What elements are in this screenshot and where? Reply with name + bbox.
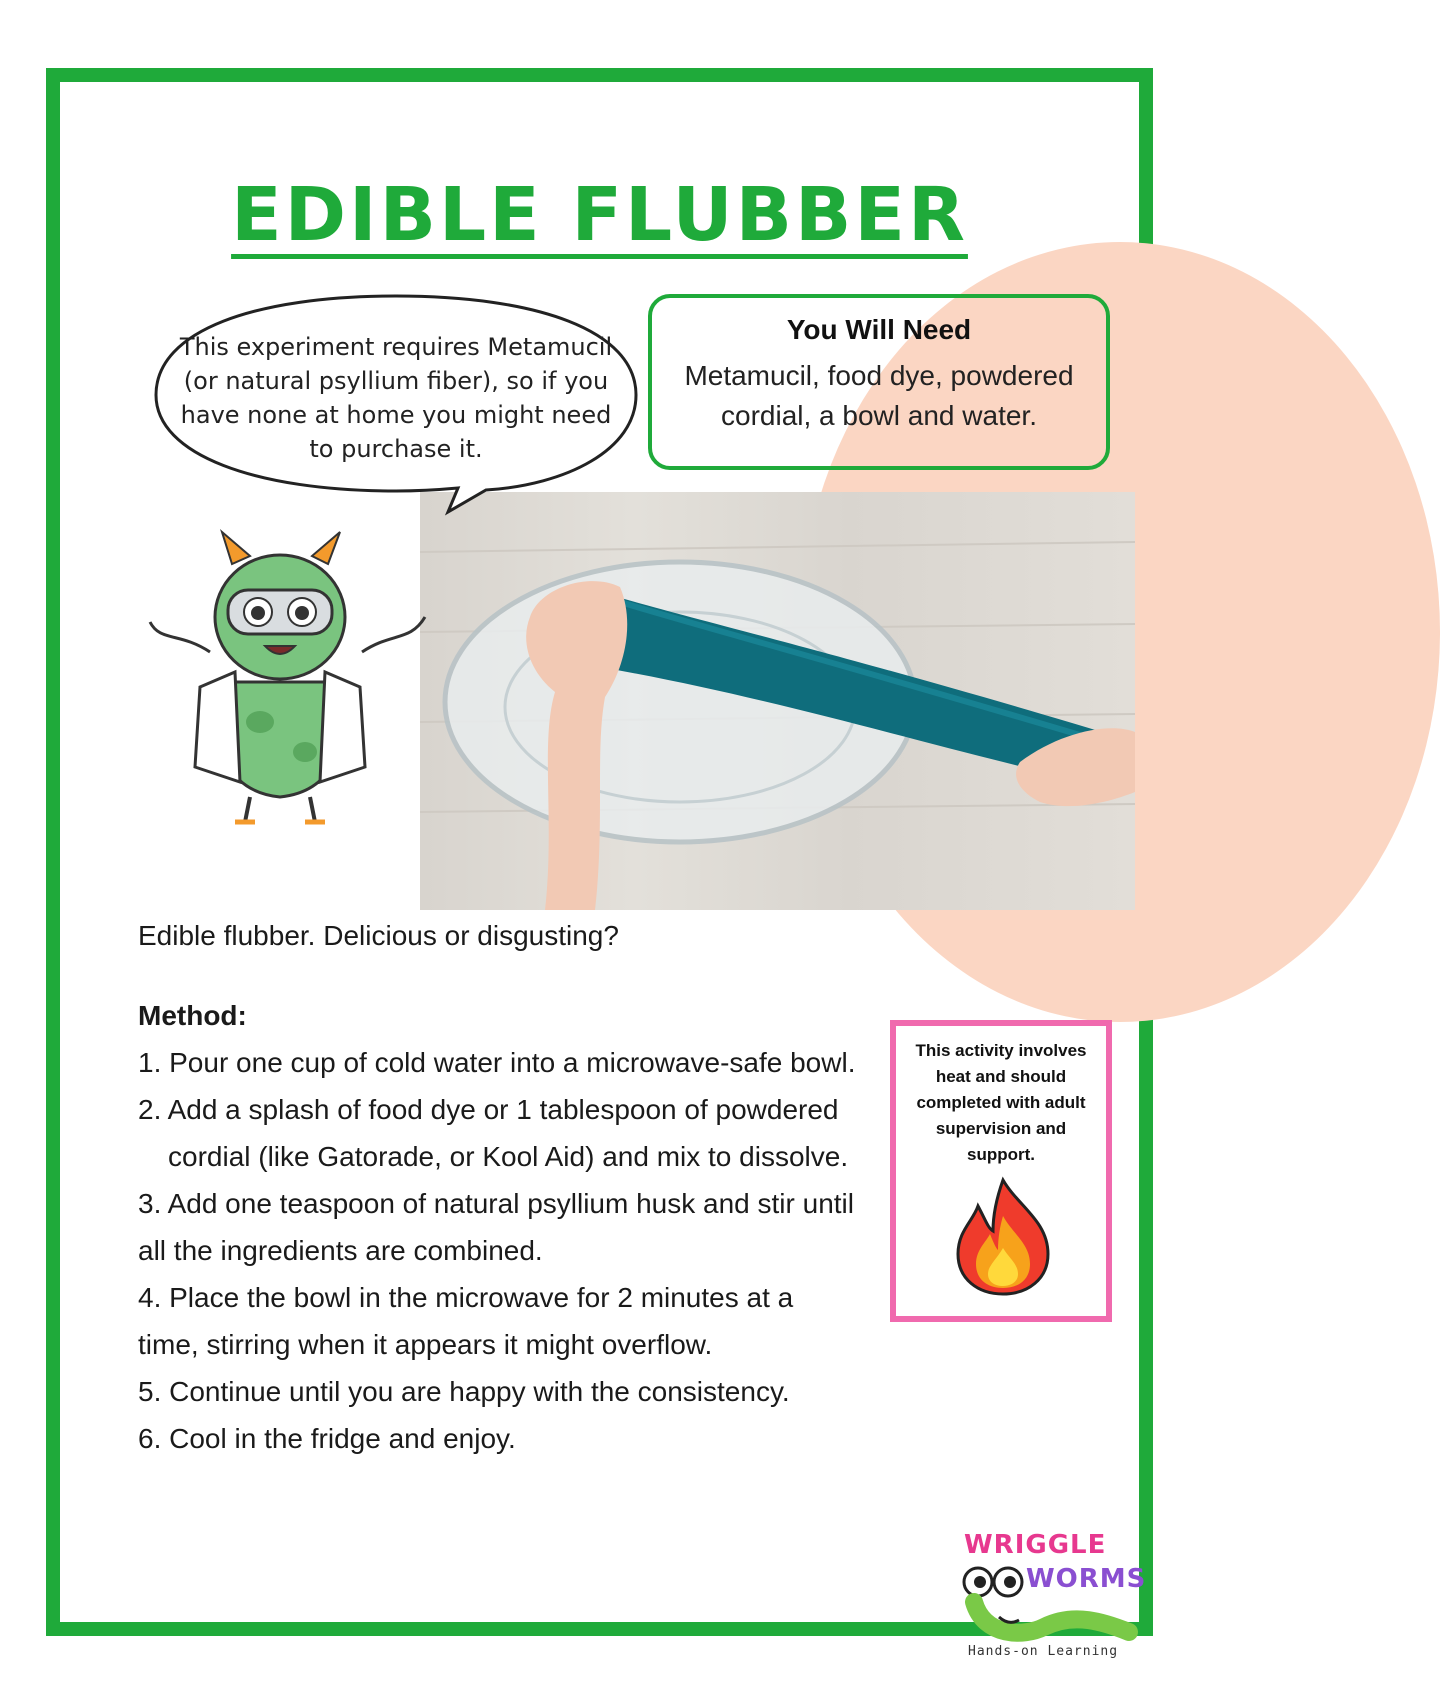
you-will-need-items: Metamucil, food dye, powdered cordial, a bowl and water.: [684, 360, 1074, 431]
safety-warning-box: [890, 1020, 1112, 1322]
method-step: 5. Continue until you are happy with the consistency.: [138, 1376, 790, 1407]
logo-line2: WORMS: [1026, 1564, 1147, 1594]
speech-bubble-text: This experiment requires Metamucil (or natural psyllium fiber), so if you have none at home you might need to purchase it.: [179, 333, 613, 463]
method-section: [138, 992, 858, 1462]
method-step: 4. Place the bowl in the microwave for 2 minutes at a time, stirring when it appears it might overflow.: [138, 1282, 794, 1360]
method-step: 2. Add a splash of food dye or 1 tablespoon of powdered cordial (like Gatorade, or Kool Aid) and mix to dissolve.: [138, 1094, 849, 1172]
method-step: 6. Cool in the fridge and enjoy.: [138, 1423, 516, 1454]
flubber-photo: [420, 492, 1135, 910]
flubber-photo-illustration: [420, 492, 1135, 910]
monster-icon: [140, 522, 440, 842]
method-heading: Method:: [138, 1000, 247, 1031]
page-title: EDIBLE FLUBBER: [231, 172, 968, 258]
logo-line1: WRIGGLE: [964, 1530, 1107, 1560]
worm-icon: [964, 1592, 1134, 1642]
scientist-monster-illustration: [140, 522, 440, 842]
fire-icon: [948, 1176, 1058, 1296]
photo-caption: Edible flubber. Delicious or disgusting?: [138, 920, 619, 951]
you-will-need-heading: You Will Need: [786, 314, 972, 345]
method-step: 3. Add one teaspoon of natural psyllium husk and stir until all the ingredients are combined.: [138, 1188, 854, 1266]
logo-tagline: Hands-on Learning: [968, 1644, 1119, 1659]
speech-bubble: [136, 290, 656, 496]
you-will-need-box: [648, 294, 1110, 470]
wriggle-worms-logo: [960, 1530, 1147, 1670]
safety-warning-text: This activity involves heat and should completed with adult supervision and support.: [915, 1041, 1087, 1164]
page-frame: [46, 68, 1153, 1659]
method-step: 1. Pour one cup of cold water into a microwave-safe bowl.: [138, 1047, 856, 1078]
